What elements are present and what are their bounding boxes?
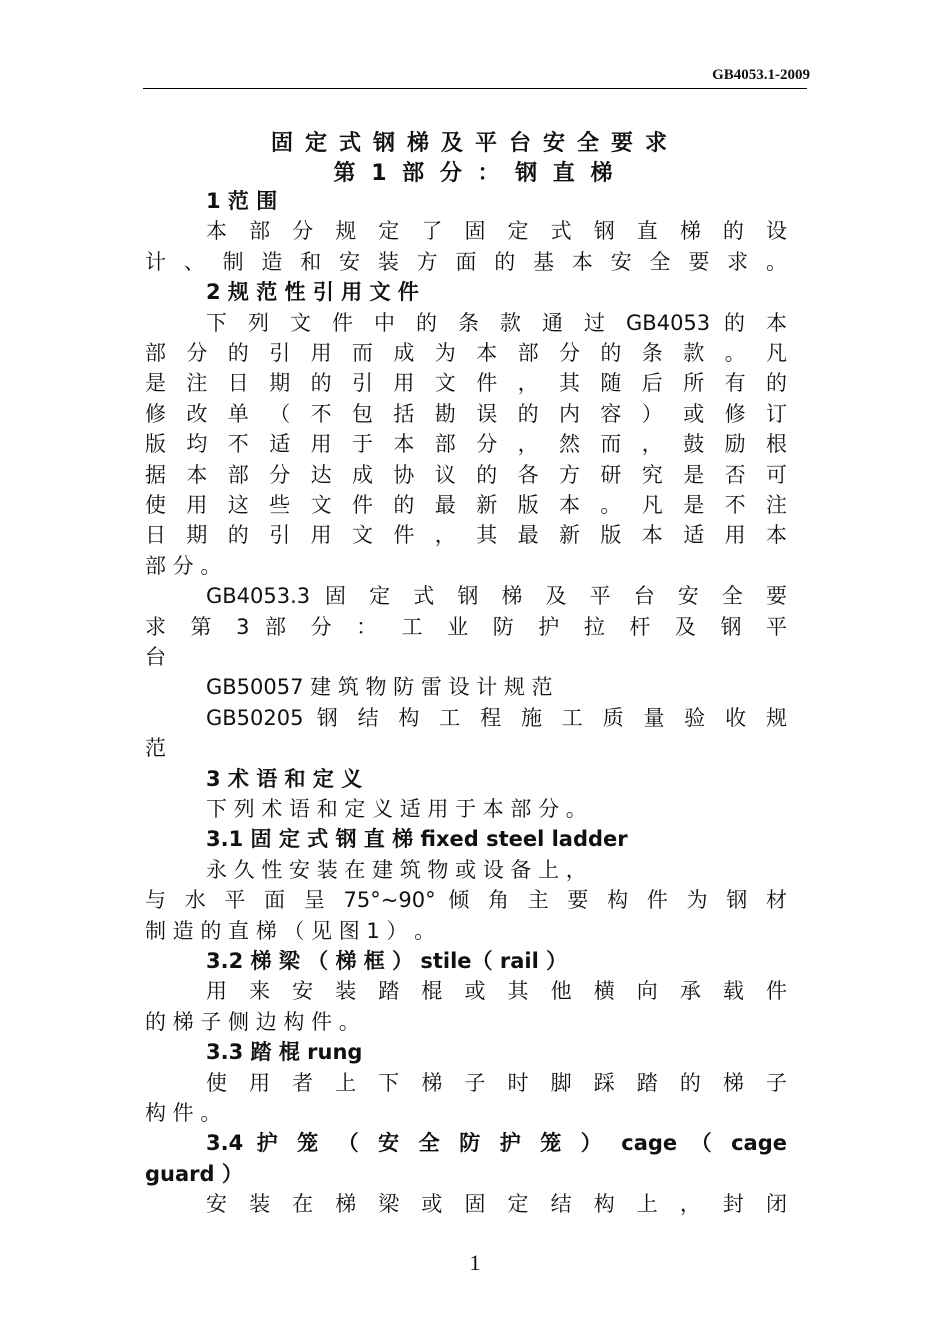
section-heading: guard ） (145, 1161, 243, 1186)
section-heading: 3.3 踏 棍 rung (206, 1040, 363, 1065)
section-heading: 1 范 围 (206, 189, 278, 213)
header-divider (143, 88, 807, 89)
body-text-line: 使 用 者 上 下 梯 子 时 脚 踩 踏 的 梯 子 (206, 1070, 787, 1095)
section-heading: 3.4 护 笼 （ 安 全 防 护 笼 ） cage （ cage (206, 1131, 787, 1156)
body-text-line: GB50205 钢 结 构 工 程 施 工 质 量 验 收 规 (206, 705, 787, 730)
body-text-line: 制 造 的 直 梯 （ 见 图 1 ） 。 (145, 918, 436, 943)
body-text-line: 构 件 。 (145, 1101, 222, 1125)
body-text-line: 安 装 在 梯 梁 或 固 定 结 构 上 ， 封 闭 (206, 1192, 787, 1217)
body-text-line: 部 分 的 引 用 而 成 为 本 部 分 的 条 款 。 凡 (145, 341, 787, 365)
body-text-line: 下 列 文 件 中 的 条 款 通 过 GB4053 的 本 (206, 310, 787, 335)
body-text-line: 版 均 不 适 用 于 本 部 分 ， 然 而 ， 鼓 励 根 (145, 432, 787, 457)
body-text-line: GB50057 建 筑 物 防 雷 设 计 规 范 (206, 675, 553, 700)
body-text-line: 计 、 制 造 和 安 装 方 面 的 基 本 安 全 要 求 。 (145, 249, 787, 274)
body-text-line: 台 (145, 645, 166, 669)
document-title: 固定式钢梯及平台安全要求 (270, 131, 679, 156)
body-text-line: 与 水 平 面 呈 75°~90° 倾 角 主 要 构 件 为 钢 材 (145, 888, 787, 913)
document-code: GB4053.1-2009 (712, 67, 810, 83)
page-number: 1 (469, 1250, 481, 1275)
body-text-line: 修 改 单 （ 不 包 括 勘 误 的 内 容 ） 或 修 订 (145, 401, 787, 426)
document-subtitle: 第 1 部 分 ： 钢 直 梯 (333, 161, 617, 186)
section-heading: 3.2 梯 梁 （ 梯 框 ） stile（ rail ） (206, 949, 568, 973)
body-text-line: 日 期 的 引 用 文 件 ， 其 最 新 版 本 适 用 本 (145, 523, 787, 548)
body-text-line: 用 来 安 装 踏 棍 或 其 他 横 向 承 载 件 (206, 979, 787, 1004)
section-heading: 3.1 固 定 式 钢 直 梯 fixed steel ladder (206, 827, 628, 852)
body-text-line: 本 部 分 规 定 了 固 定 式 钢 直 梯 的 设 (206, 219, 787, 244)
body-text-line: 范 (145, 736, 166, 761)
body-text-line: 据 本 部 分 达 成 协 议 的 各 方 研 究 是 否 可 (145, 462, 787, 487)
section-heading: 2 规 范 性 引 用 文 件 (206, 280, 419, 305)
body-text-line: 是 注 日 期 的 引 用 文 件 ， 其 随 后 所 有 的 (145, 371, 787, 396)
section-heading: 3 术 语 和 定 义 (206, 766, 363, 791)
body-text-line: 永 久 性 安 装 在 建 筑 物 或 设 备 上 ， (206, 857, 587, 882)
body-text-line: 下 列 术 语 和 定 义 适 用 于 本 部 分 。 (206, 797, 587, 821)
body-text-line: 求 第 3 部 分 ： 工 业 防 护 拉 杆 及 钢 平 (145, 614, 787, 639)
body-text-line: 使 用 这 些 文 件 的 最 新 版 本 。 凡 是 不 注 (145, 493, 787, 517)
body-text-line: 的 梯 子 侧 边 构 件 。 (145, 1009, 360, 1034)
body-text-line: 部 分 。 (145, 553, 222, 578)
body-text-line: GB4053.3 固 定 式 钢 梯 及 平 台 安 全 要 (206, 584, 787, 609)
